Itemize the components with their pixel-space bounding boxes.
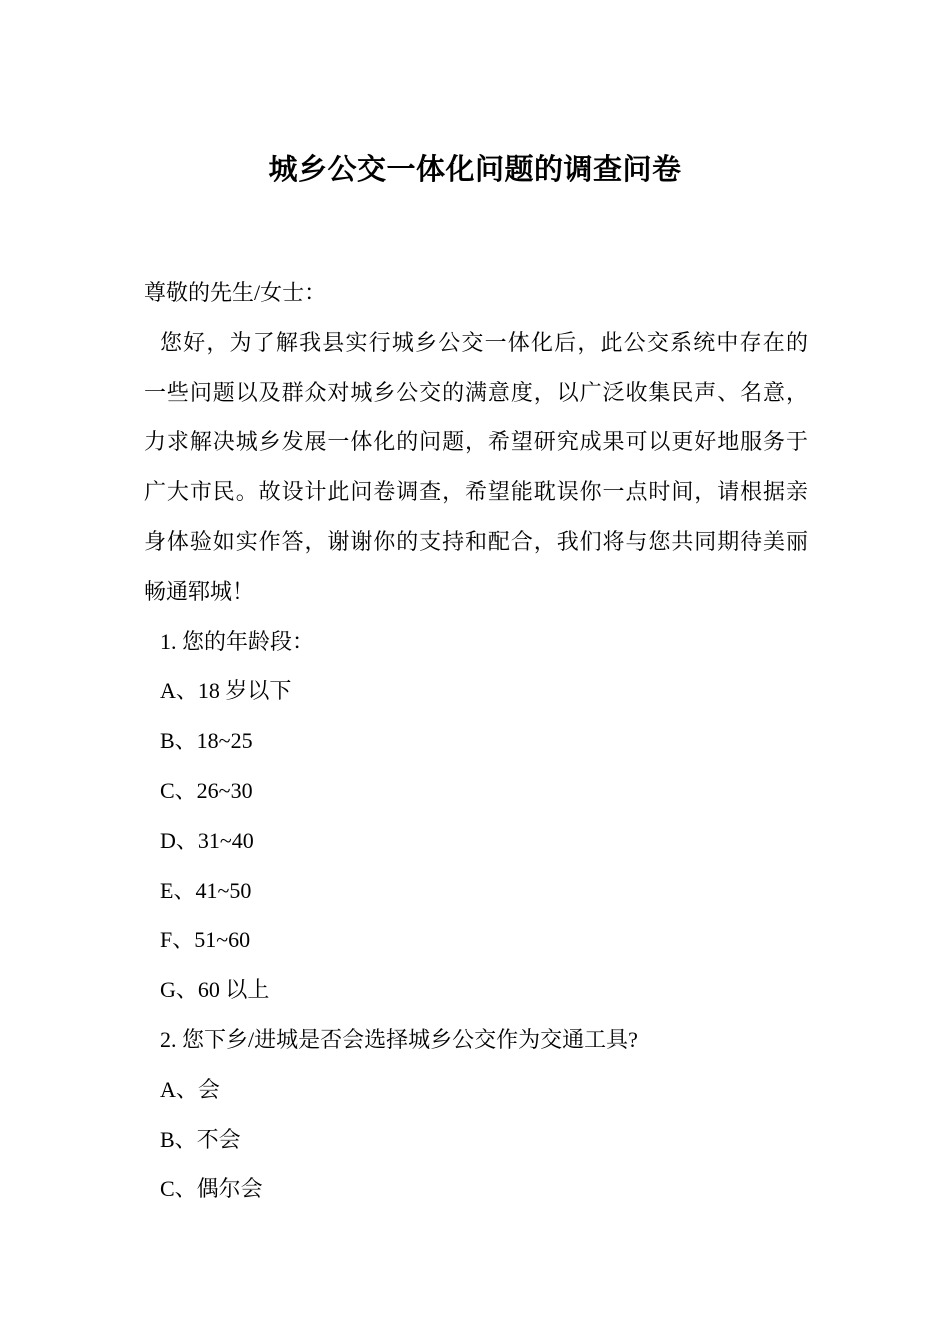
intro-line: 身体验如实作答，谢谢你的支持和配合，我们将与您共同期待美丽 [144,528,808,554]
question-1-option-g: G、60 以上 [160,977,270,1003]
question-1-option-c: C、26~30 [160,777,253,803]
intro-line: 广大市民。故设计此问卷调查，希望能耽误你一点时间，请根据亲 [144,479,808,505]
question-2-option-b: B、不会 [160,1126,241,1152]
document-title: 城乡公交一体化问题的调查问卷 [268,154,682,186]
intro-line: 力求解决城乡发展一体化的问题，希望研究成果可以更好地服务于 [144,429,808,455]
question-2-option-c: C、偶尔会 [160,1176,263,1202]
intro-line: 畅通郓城！ [144,578,255,604]
question-1-option-e: E、41~50 [160,877,252,903]
question-1-option-d: D、31~40 [160,827,254,853]
intro-line: 一些问题以及群众对城乡公交的满意度，以广泛收集民声、名意， [144,379,808,405]
intro-line: 您好，为了解我县实行城乡公交一体化后，此公交系统中存在的 [160,329,808,355]
question-1-option-b: B、18~25 [160,728,253,754]
question-2-option-a: A、会 [160,1076,220,1102]
question-1: 1. 您的年龄段： [160,628,315,654]
question-1-option-a: A、18 岁以下 [160,678,292,704]
question-2: 2. 您下乡/进城是否会选择城乡公交作为交通工具? [160,1026,638,1052]
document-body [144,268,808,1214]
question-1-option-f: F、51~60 [160,927,251,953]
salutation: 尊敬的先生/女士： [144,280,327,305]
